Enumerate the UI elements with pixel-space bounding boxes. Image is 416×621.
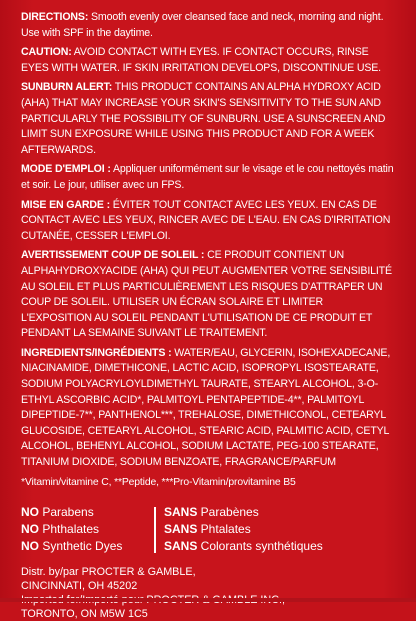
sunburn-alert-text: THIS PRODUCT CONTAINS AN ALPHA HYDROXY ACID (AHA) THAT MAY INCREASE YOUR SKIN'S SENSITIVITY TO THE SUN AND PARTICULARLY THE POSSIBILITY OF SUNBURN. USE A SUNSCREEN AND LIMIT SUN EXPOSURE WHILE USING THIS PRODUCT AND FOR A WEEK AFTERWARDS. bbox=[21, 81, 386, 156]
claim-bold: SANS bbox=[164, 538, 198, 553]
claim-text: Colorants synthétiques bbox=[197, 538, 323, 553]
distributor-line: Distr. by/par PROCTER & GAMBLE, bbox=[21, 565, 196, 578]
mode-emploi-block bbox=[21, 162, 396, 193]
mode-emploi-text: Appliquer uniformément sur le visage et le cou nettoyés matin et soir. Le jour, utiliser avec un FPS. bbox=[21, 163, 394, 191]
claim-bold: SANS bbox=[164, 504, 198, 519]
distributor-line: TORONTO, ON M5W 1C5 bbox=[21, 607, 148, 620]
claim-item bbox=[21, 521, 145, 538]
claim-item bbox=[164, 504, 396, 521]
claim-item bbox=[164, 521, 396, 538]
claim-bold: NO bbox=[21, 538, 39, 553]
claim-bold: SANS bbox=[164, 521, 198, 536]
distributor-info bbox=[21, 565, 396, 621]
footnote: *Vitamin/vitamine C, **Peptide, ***Pro-Vitamin/provitamine B5 bbox=[21, 476, 296, 488]
ingredients-label: INGREDIENTS/INGRÉDIENTS : bbox=[21, 346, 172, 359]
caution-text: AVOID CONTACT WITH EYES. IF CONTACT OCCURS, RINSE EYES WITH WATER. IF SKIN IRRITATION DEVELOPS, DISCONTINUE USE. bbox=[21, 46, 381, 74]
claim-text: Phthalates bbox=[39, 521, 100, 536]
bottom-edge bbox=[0, 598, 416, 602]
claim-text: Phtalates bbox=[197, 521, 251, 536]
claim-text: Parabens bbox=[39, 504, 94, 519]
ingredients-block bbox=[21, 346, 396, 471]
mise-en-garde-text: ÉVITER TOUT CONTACT AVEC LES YEUX. EN CAS DE CONTACT AVEC LES YEUX, RINCER AVEC DE L'EAU. EN CAS D'IRRITATION CUTANÉE, CESSER L'EMPLOI. bbox=[21, 198, 391, 242]
claim-text: Parabènes bbox=[197, 504, 259, 519]
mode-emploi-label: MODE D'EMPLOI : bbox=[21, 163, 111, 176]
claim-item bbox=[21, 504, 145, 521]
claim-item bbox=[164, 538, 396, 555]
mise-en-garde-label: MISE EN GARDE : bbox=[21, 198, 110, 211]
claims-french bbox=[164, 504, 396, 555]
avertissement-text: CE PRODUIT CONTIENT UN ALPHAHYDROXYACIDE (AHA) QUI PEUT AUGMENTER VOTRE SENSIBILITÉ AU SOLEIL ET PLUS PARTICULIÈREMENT LES RISQUES D'ATTRAPER UN COUP DE SOLEIL. UTILISER UN ÉCRAN SOLAIRE ET LIMITER L'EXPOSITION AU SOLEIL PENDANT L'UTILISATION DE CE PRODUIT ET PENDANT LA SEMAINE SUIVANT LE TRAITEMENT. bbox=[21, 249, 392, 340]
caution-label: CAUTION: bbox=[21, 46, 72, 59]
distributor-line: CINCINNATI, OH 45202 bbox=[21, 579, 138, 592]
claim-item bbox=[21, 538, 145, 555]
mise-en-garde-block bbox=[21, 198, 396, 245]
ingredients-text: WATER/EAU, GLYCERIN, ISOHEXADECANE, NIACINAMIDE, DIMETHICONE, LACTIC ACID, ISOPROPYL ISOSTEARATE, SODIUM POLYACRYLOYLDIMETHYL TAURATE, STEARYL ALCOHOL, 3-O-ETHYL ASCORBIC ACID*, PALMITOYL PENTAPEPTIDE-4**, PALMITOYL DIPEPTIDE-7**, PANTHENOL***, TREHALOSE, DIMETHICONOL, CETEARYL GLUCOSIDE, CETEARYL ALCOHOL, STEARIC ACID, PALMITIC ACID, CETYL ALCOHOL, BEHENYL ALCOHOL, SODIUM LACTATE, PEG-100 STEARATE, TITANIUM DIOXIDE, SODIUM BENZOATE, FRAGRANCE/PARFUM bbox=[21, 346, 391, 469]
avertissement-label: AVERTISSEMENT COUP DE SOLEIL : bbox=[21, 249, 205, 262]
free-from-claims bbox=[21, 504, 396, 555]
claims-divider bbox=[154, 507, 156, 553]
claim-bold: NO bbox=[21, 504, 39, 519]
sunburn-alert-label: SUNBURN ALERT: bbox=[21, 81, 113, 94]
directions-label: DIRECTIONS: bbox=[21, 11, 89, 23]
claims-english bbox=[21, 504, 145, 555]
avertissement-block bbox=[21, 248, 396, 342]
directions-block bbox=[21, 10, 396, 41]
directions-text: Smooth evenly over cleansed face and neck, morning and night. Use with SPF in the daytime. bbox=[21, 11, 384, 39]
caution-block bbox=[21, 45, 396, 76]
sunburn-alert-block bbox=[21, 80, 396, 158]
claim-bold: NO bbox=[21, 521, 39, 536]
claim-text: Synthetic Dyes bbox=[39, 538, 123, 553]
